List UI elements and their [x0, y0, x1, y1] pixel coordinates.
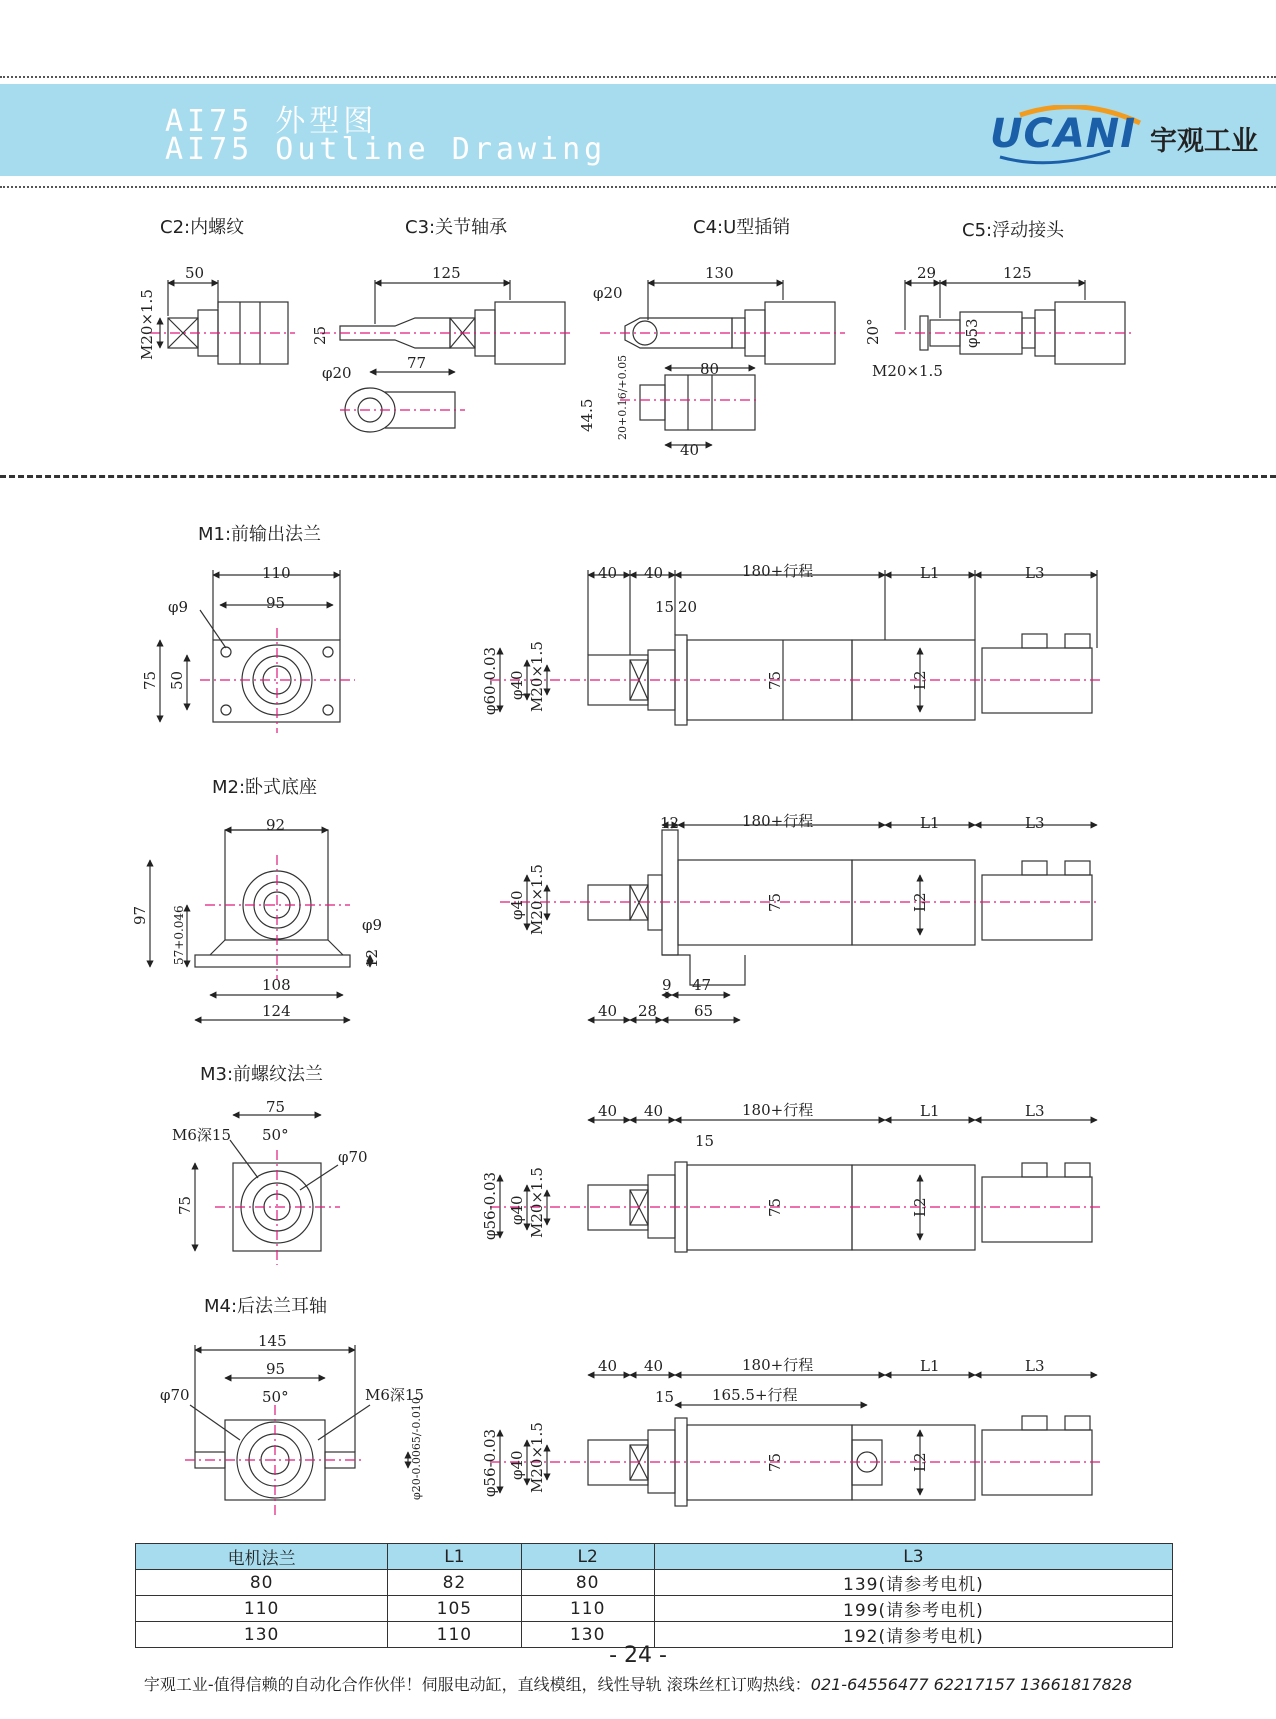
m1-side-75: 75 — [766, 670, 784, 690]
m3-end-m6: M6深15 — [172, 1126, 231, 1144]
c5-dim-phi53: φ53 — [963, 318, 981, 348]
col-motor-flange: 电机法兰 — [136, 1544, 388, 1570]
label-c3: C3:关节轴承 — [405, 217, 508, 238]
m4-side-75: 75 — [766, 1452, 784, 1472]
table-row — [136, 1596, 1173, 1622]
cell: 192(请参考电机) — [654, 1622, 1172, 1648]
m4-end-50deg: 50° — [262, 1388, 289, 1406]
title-en: AI75 Outline Drawing — [165, 132, 607, 167]
label-c4: C4:U型插销 — [693, 217, 791, 238]
m2-side-47: 47 — [692, 976, 712, 994]
m2-side-12: 12 — [660, 814, 680, 832]
m3-side-L1: L1 — [920, 1102, 940, 1120]
m1-side-15: 15 — [655, 598, 675, 616]
m2-side-65: 65 — [694, 1002, 714, 1020]
m3-side-thread: M20×1.5 — [528, 1167, 546, 1238]
c4-dim-phi20: φ20 — [593, 284, 623, 302]
table-row — [136, 1570, 1173, 1596]
m4-side-stroke: 180+行程 — [742, 1356, 814, 1374]
label-c2: C2:内螺纹 — [160, 217, 245, 238]
col-L1: L1 — [388, 1544, 521, 1570]
spec-table — [135, 1543, 1173, 1648]
cell: 199(请参考电机) — [654, 1596, 1172, 1622]
m2-side-40: 40 — [598, 1002, 618, 1020]
c4-dim-44.5: 44.5 — [578, 398, 596, 432]
label-c5: C5:浮动接头 — [962, 220, 1065, 241]
c4-dim-20tol: 20+0.16/+0.05 — [616, 354, 629, 440]
m1-side-40b: 40 — [644, 564, 664, 582]
m3-side-L3: L3 — [1025, 1102, 1045, 1120]
label-m2: M2:卧式底座 — [212, 777, 318, 798]
m4-end-phi20: φ20-0.0065/-0.010 — [410, 1397, 423, 1500]
m2-side-L2: L2 — [911, 892, 929, 912]
cell: 110 — [388, 1622, 521, 1648]
m4-side-L1: L1 — [920, 1357, 940, 1375]
m4-side-15: 15 — [655, 1388, 675, 1406]
m2-end-phi9: φ9 — [362, 916, 383, 934]
spec-table-header — [136, 1544, 1173, 1570]
m4-side-40a: 40 — [598, 1357, 618, 1375]
m2-side-stroke: 180+行程 — [742, 812, 814, 830]
m4-side-phi56: φ56-0.03 — [481, 1428, 499, 1497]
c2-drawing — [150, 280, 295, 364]
m2-end-97: 97 — [131, 905, 149, 925]
m2-side-9: 9 — [662, 976, 672, 994]
m4-side-40b: 40 — [644, 1357, 664, 1375]
c3-dim-phi20: φ20 — [322, 364, 352, 382]
m3-end-50deg: 50° — [262, 1126, 289, 1144]
m3-side-15: 15 — [695, 1132, 715, 1150]
c4-drawing — [600, 280, 845, 445]
m1-side-20: 20 — [678, 598, 698, 616]
m4-side-165: 165.5+行程 — [712, 1386, 798, 1404]
m3-end-75top: 75 — [266, 1098, 286, 1116]
m1-side-L1: L1 — [920, 564, 940, 582]
cell: 80 — [136, 1570, 388, 1596]
cell: 130 — [136, 1622, 388, 1648]
m2-side-view — [527, 825, 1097, 1020]
m1-side-thread: M20×1.5 — [528, 641, 546, 712]
cell: 105 — [388, 1596, 521, 1622]
page-number: - 24 - — [609, 1643, 667, 1668]
c3-dim-25: 25 — [311, 325, 329, 345]
m1-end-50: 50 — [168, 670, 186, 690]
m1-end-phi9: φ9 — [168, 598, 189, 616]
c5-dim-125: 125 — [1003, 264, 1032, 282]
c3-dim-125: 125 — [432, 264, 461, 282]
c5-dim-thread: M20×1.5 — [872, 362, 943, 380]
logo-company: 宇观工业 — [1150, 126, 1258, 157]
m4-side-view — [500, 1375, 1097, 1506]
m1-side-L3: L3 — [1025, 564, 1045, 582]
cell: 82 — [388, 1570, 521, 1596]
m4-side-L2: L2 — [911, 1452, 929, 1472]
c3-drawing — [320, 280, 570, 432]
m2-side-28: 28 — [638, 1002, 658, 1020]
m3-end-75side: 75 — [176, 1195, 194, 1215]
cell: 110 — [136, 1596, 388, 1622]
m1-end-110: 110 — [262, 564, 291, 582]
m2-end-108: 108 — [262, 976, 291, 994]
m4-side-phi40: φ40 — [508, 1450, 526, 1480]
cell: 130 — [521, 1622, 654, 1648]
m1-end-75: 75 — [141, 670, 159, 690]
m3-side-L2: L2 — [911, 1197, 929, 1217]
m2-side-L1: L1 — [920, 814, 940, 832]
m3-side-view — [500, 1120, 1097, 1252]
col-L3: L3 — [654, 1544, 1172, 1570]
label-m1: M1:前输出法兰 — [198, 524, 322, 545]
m1-side-L2: L2 — [911, 670, 929, 690]
logo-text: UCANI — [990, 111, 1137, 157]
label-m3: M3:前螺纹法兰 — [200, 1064, 324, 1085]
m4-end-95: 95 — [266, 1360, 286, 1378]
col-L2: L2 — [521, 1544, 654, 1570]
m2-side-thread: M20×1.5 — [528, 864, 546, 935]
m4-side-L3: L3 — [1025, 1357, 1045, 1375]
cell: 139(请参考电机) — [654, 1570, 1172, 1596]
footer-text — [0, 1672, 1276, 1695]
footer-phones: 021-64556477 62217157 13661817828 — [810, 1675, 1133, 1694]
m4-end-m6: M6深15 — [365, 1386, 424, 1404]
m2-end-12: 12 — [363, 948, 381, 968]
c4-dim-130: 130 — [705, 264, 734, 282]
m1-side-stroke: 180+行程 — [742, 562, 814, 580]
footer-slogan: 宇观工业-值得信赖的自动化合作伙伴！伺服电动缸，直线模组，线性导轨 滚珠丝杠订购热线： — [143, 1675, 811, 1694]
c3-dim-77: 77 — [407, 354, 427, 372]
m2-end-124: 124 — [262, 1002, 291, 1020]
c2-dim-thread: M20×1.5 — [138, 289, 156, 360]
c5-drawing — [895, 280, 1135, 364]
m1-side-phi60: φ60-0.03 — [481, 646, 499, 715]
m3-side-40b: 40 — [644, 1102, 664, 1120]
c2-dim-50: 50 — [185, 264, 205, 282]
c4-dim-80: 80 — [700, 360, 720, 378]
c5-dim-29: 29 — [917, 264, 937, 282]
m4-end-145: 145 — [258, 1332, 287, 1350]
c5-dim-20deg: 20° — [864, 318, 882, 345]
m3-side-phi56: φ56-0.03 — [481, 1171, 499, 1240]
cell: 110 — [521, 1596, 654, 1622]
m3-side-phi40: φ40 — [508, 1195, 526, 1225]
m1-end-view — [160, 570, 340, 722]
m2-side-L3: L3 — [1025, 814, 1045, 832]
m3-side-75: 75 — [766, 1197, 784, 1217]
m4-end-view — [190, 1345, 408, 1500]
label-m4: M4:后法兰耳轴 — [204, 1296, 328, 1317]
m1-side-phi40: φ40 — [508, 670, 526, 700]
title-cn: AI75 外型图 — [165, 104, 378, 139]
m4-end-phi70: φ70 — [160, 1386, 190, 1404]
m3-side-40a: 40 — [598, 1102, 618, 1120]
m2-end-57: 57+0.046 — [172, 905, 186, 965]
m2-side-phi40: φ40 — [508, 890, 526, 920]
m3-end-phi70: φ70 — [338, 1148, 368, 1166]
m1-side-view — [500, 570, 1097, 725]
m2-side-75: 75 — [766, 892, 784, 912]
c4-dim-40: 40 — [680, 441, 700, 459]
m1-end-95: 95 — [266, 594, 286, 612]
m3-side-stroke: 180+行程 — [742, 1101, 814, 1119]
cell: 80 — [521, 1570, 654, 1596]
m4-side-thread: M20×1.5 — [528, 1422, 546, 1493]
m2-end-92: 92 — [266, 816, 286, 834]
m1-side-40a: 40 — [598, 564, 618, 582]
